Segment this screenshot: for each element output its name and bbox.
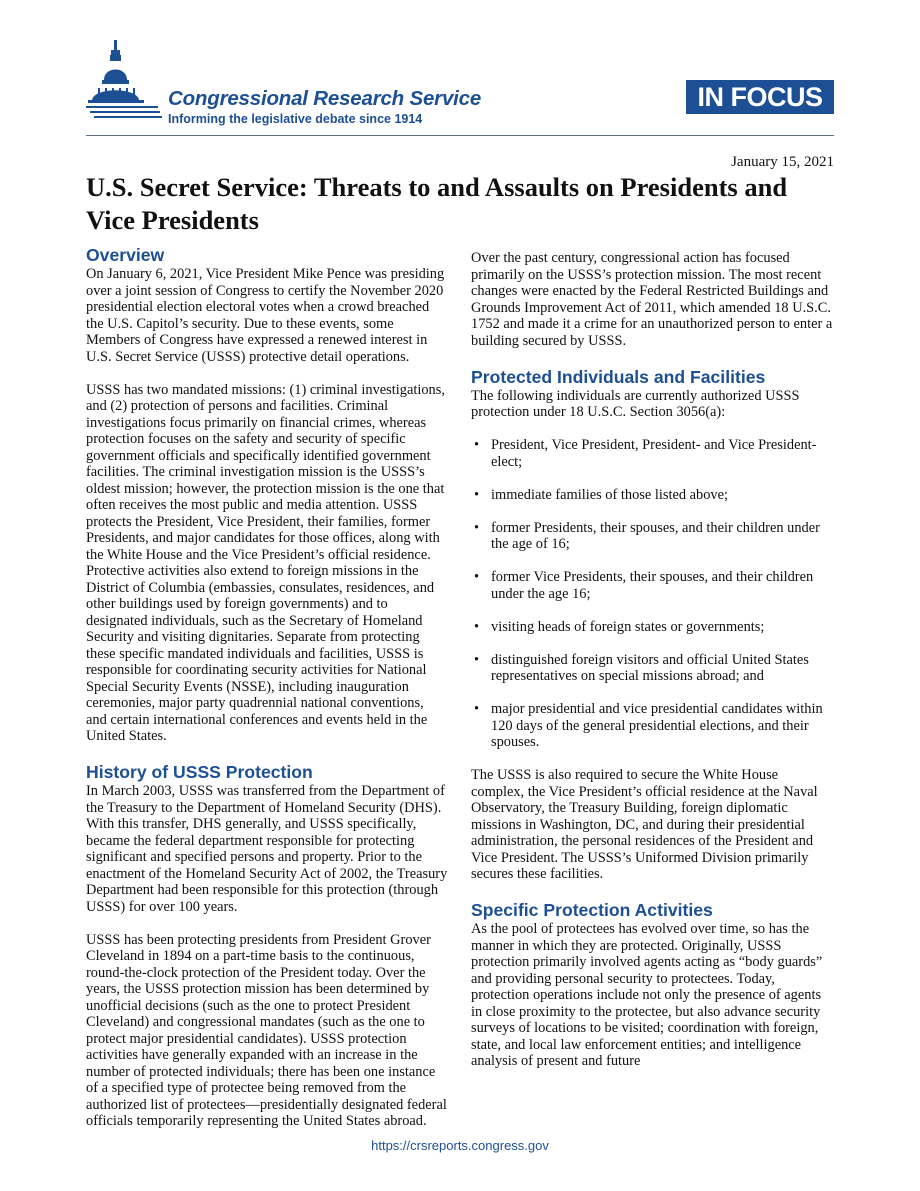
history-paragraph-1: In March 2003, USSS was transferred from the Department of the Treasury to the Department of Homeland Security (DHS). With this transfer, DHS generally, and USSS specifically, became the federal department responsible for protecting significant and specified persons and property. Prior to the enactment of the Homeland Security Act of 2002, the Treasury Department had been responsible for this protection (through USSS) for over 100 years. xyxy=(86,783,448,915)
report-title: U.S. Secret Service: Threats to and Assaults on Presidents and Vice Presidents xyxy=(86,172,788,235)
protected-heading: Protected Individuals and Facilities xyxy=(471,366,766,387)
list-item: • distinguished foreign visitors and official United States representatives on special missions abroad; and xyxy=(471,652,833,685)
right-column xyxy=(471,250,833,1086)
specific-heading: Specific Protection Activities xyxy=(471,900,713,920)
crs-wordmark xyxy=(168,88,481,127)
in-focus-badge: IN FOCUS xyxy=(686,80,834,114)
list-item: • former Presidents, their spouses, and their children under the age of 16; xyxy=(471,520,833,553)
org-tagline: Informing the legislative debate since 1914 xyxy=(168,112,423,126)
protectee-list xyxy=(471,437,833,751)
list-item: • major presidential and vice presidential candidates within 120 days of the general presidential elections, and their spouses. xyxy=(471,701,833,751)
footer-url[interactable]: https://crsreports.congress.gov xyxy=(371,1138,549,1153)
list-item: • President, Vice President, President- and Vice President-elect; xyxy=(471,437,833,470)
protected-intro: The following individuals are currently authorized USSS protection under 18 U.S.C. Section 3056(a): xyxy=(471,387,800,420)
report-date: January 15, 2021 xyxy=(731,154,834,170)
history-heading: History of USSS Protection xyxy=(86,762,313,782)
history-paragraph-3: Over the past century, congressional action has focused primarily on the USSS’s protection mission. The most recent changes were enacted by the Federal Restricted Buildings and Grounds Improvement Act of 2011, which amended 18 U.S.C. 1752 and made it a crime for an unauthorized person to enter a building secured by USSS. xyxy=(471,250,833,349)
specific-paragraph-1: As the pool of protectees has evolved over time, so has the manner in which they are protected. Originally, USSS protection primarily involved agents acting as “body guards” and providing personal security to protectees. Today, protection operations include not only the presence of agents in close proximity to the protectee, but also advance security surveys of locations to be visited; coordination with foreign, state, and local law enforcement entities; and intelligence analysis of present and future xyxy=(471,921,823,1069)
header-divider xyxy=(86,135,834,136)
capitol-dome-icon xyxy=(86,40,164,128)
list-item: • visiting heads of foreign states or governments; xyxy=(471,619,833,636)
list-item: • former Vice Presidents, their spouses, and their children under the age 16; xyxy=(471,569,833,602)
overview-heading: Overview xyxy=(86,245,165,265)
history-paragraph-2: USSS has been protecting presidents from President Grover Cleveland in 1894 on a part-time basis to the continuous, round-the-clock protection of the President today. Over the years, the USSS protection mission has been determined by unofficial decisions (such as the one to protect President Cleveland) and congressional mandates (such as the one to protect major presidential candidates). USSS protection activities have generally expanded with an increase in the number of protected individuals; there has been one instance of a specified type of protectee being removed from the authorized list of protectees—presidentially designated federal officials temporarily representing the United States abroad. xyxy=(86,931,447,1129)
facilities-paragraph: The USSS is also required to secure the White House complex, the Vice President’s official residence at the Naval Observatory, the Treasury Building, foreign diplomatic missions in Washington, DC, and during their presidential administration, the personal residences of the President and Vice President. The USSS’s Uniformed Division primarily secures these facilities. xyxy=(471,767,818,882)
list-item: • immediate families of those listed above; xyxy=(471,487,833,504)
org-name: Congressional Research Service xyxy=(168,87,482,110)
overview-paragraph-2: USSS has two mandated missions: (1) criminal investigations, and (2) protection of persons and facilities. Criminal investigations focus primarily on financial crimes, whereas protection focuses on the safety and security of specific government officials and specifically identified government facilities. The criminal investigation mission is the USSS’s oldest mission; however, the protection mission is the one that often receives the most public and media attention. USSS protects the President, Vice President, their families, former Presidents, and major candidates for those offices, along with the White House and the Vice President’s official residence. Protective activities also extend to foreign missions in the District of Columbia (embassies, consulates, residences, and other buildings used by foreign governments) and to designated individuals, such as the Secretary of Homeland Security and visiting dignitaries. Separate from protecting these specific mandated individuals and facilities, USSS is responsible for coordinating security activities for National Special Security Events (NSSE), including inauguration ceremonies, major party quadrennial national conventions, and certain international conferences and events held in the United States. xyxy=(86,381,445,744)
report-header xyxy=(0,0,920,140)
overview-paragraph-1: On January 6, 2021, Vice President Mike Pence was presiding over a joint session of Congress to certify the November 2020 presidential election electoral votes when a crowd breached the U.S. Capitol’s security. Due to these events, some Members of Congress have expressed a renewed interest in U.S. Secret Service (USSS) protective detail operations. xyxy=(86,266,445,365)
left-column xyxy=(86,244,448,1146)
